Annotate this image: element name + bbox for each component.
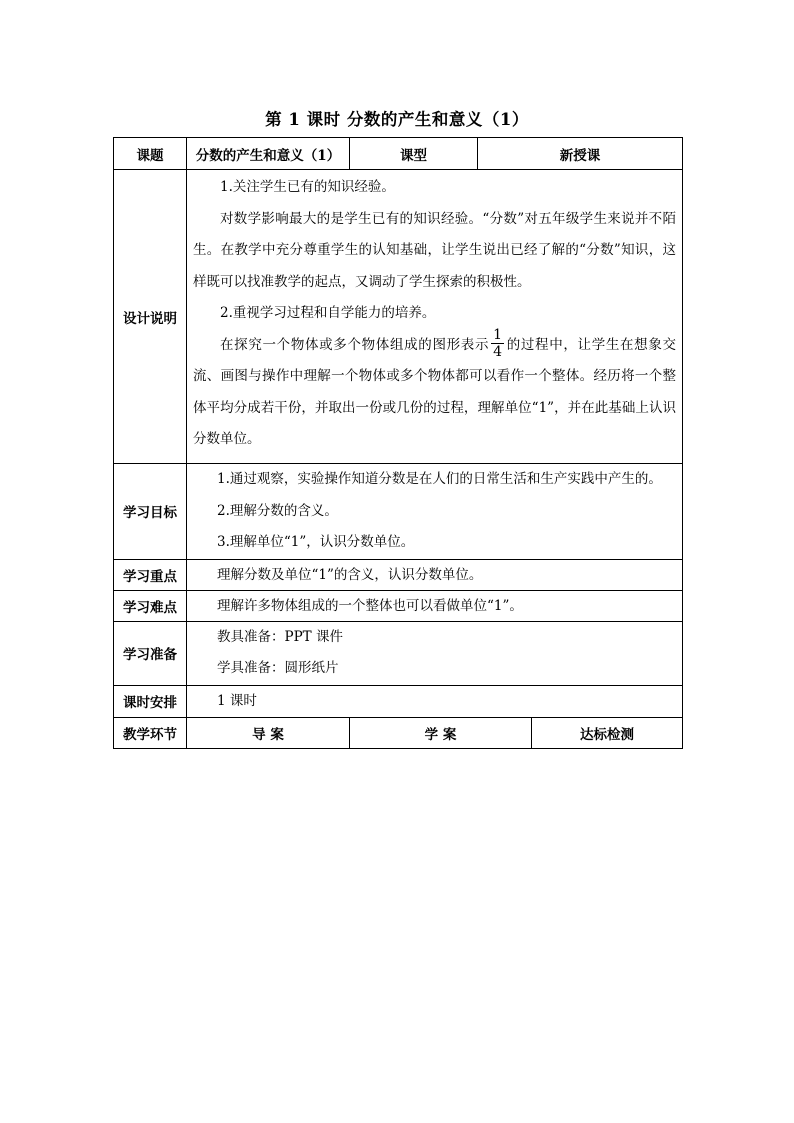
goals-row	[114, 464, 683, 560]
difficulty-label: 学习难点	[114, 590, 187, 621]
design-paragraph-2	[193, 326, 677, 456]
schedule-content	[187, 685, 683, 717]
check-column-header: 达标检测	[532, 717, 683, 748]
design-paragraph-2-start: 在探究一个物体或多个物体组成的图形表示	[220, 336, 490, 353]
teacher-materials: 教具准备：PPT 课件	[217, 628, 343, 645]
schedule-label: 课时安排	[114, 685, 187, 717]
design-paragraph-2-end: 的过程中，让学生在想象交流、画图与操作中理解一个物体或多个物体都可以看作一个整体。经历将一个整体平均分成若干份，并取出一份或几份的过程，理解单位“1”，并在此基础上认识分数单位。	[193, 336, 677, 447]
lesson-plan-table	[113, 137, 683, 749]
difficulty-row	[114, 590, 683, 621]
key-point-value: 理解分数及单位“1”的含义，认识分数单位。	[217, 566, 483, 583]
goal-item: 3.理解单位“1”，认识分数单位。	[217, 534, 415, 550]
difficulty-content	[187, 590, 683, 621]
goals-label: 学习目标	[114, 464, 187, 560]
sections-label: 教学环节	[114, 717, 187, 748]
preparation-content	[187, 621, 683, 685]
fraction-one-quarter	[491, 328, 504, 359]
study-column-header: 学 案	[350, 717, 532, 748]
preparation-row	[114, 621, 683, 685]
sections-row	[114, 717, 683, 748]
schedule-value: 1 课时	[217, 693, 257, 709]
design-label: 设计说明	[114, 170, 187, 464]
design-point-1: 1.关注学生已有的知识经验。	[220, 179, 395, 195]
design-point-2: 2.重视学习过程和自学能力的培养。	[220, 305, 436, 321]
fraction-denominator: 4	[493, 343, 503, 360]
goal-item: 1.通过观察，实验操作知道分数是在人们的日常生活和生产实践中产生的。	[217, 471, 662, 487]
key-point-content	[187, 559, 683, 590]
key-point-row	[114, 559, 683, 590]
key-point-label: 学习重点	[114, 559, 187, 590]
design-paragraph-1: 对数学影响最大的是学生已有的知识经验。“分数”对五年级学生来说并不陌生。在教学中充分尊重学生的认知基础，让学生说出已经了解的“分数”知识，这样既可以找准教学的起点，又调动了学生探索的积极性。	[193, 210, 676, 290]
guide-column-header: 导 案	[187, 717, 350, 748]
design-row	[114, 170, 683, 464]
type-value: 新授课	[478, 138, 683, 170]
topic-value: 分数的产生和意义（1）	[187, 138, 350, 170]
topic-label: 课题	[114, 138, 187, 170]
student-materials: 学具准备：圆形纸片	[217, 660, 339, 676]
fraction-numerator: 1	[493, 326, 503, 343]
preparation-label: 学习准备	[114, 621, 187, 685]
schedule-row	[114, 685, 683, 717]
difficulty-value: 理解许多物体组成的一个整体也可以看做单位“1”。	[217, 597, 523, 614]
goals-content	[187, 464, 683, 560]
page-title: 第 1 课时 分数的产生和意义（1）	[265, 110, 529, 129]
goal-item: 2.理解分数的含义。	[217, 502, 338, 519]
design-content	[187, 170, 683, 464]
topic-row	[114, 138, 683, 170]
type-label: 课型	[350, 138, 478, 170]
